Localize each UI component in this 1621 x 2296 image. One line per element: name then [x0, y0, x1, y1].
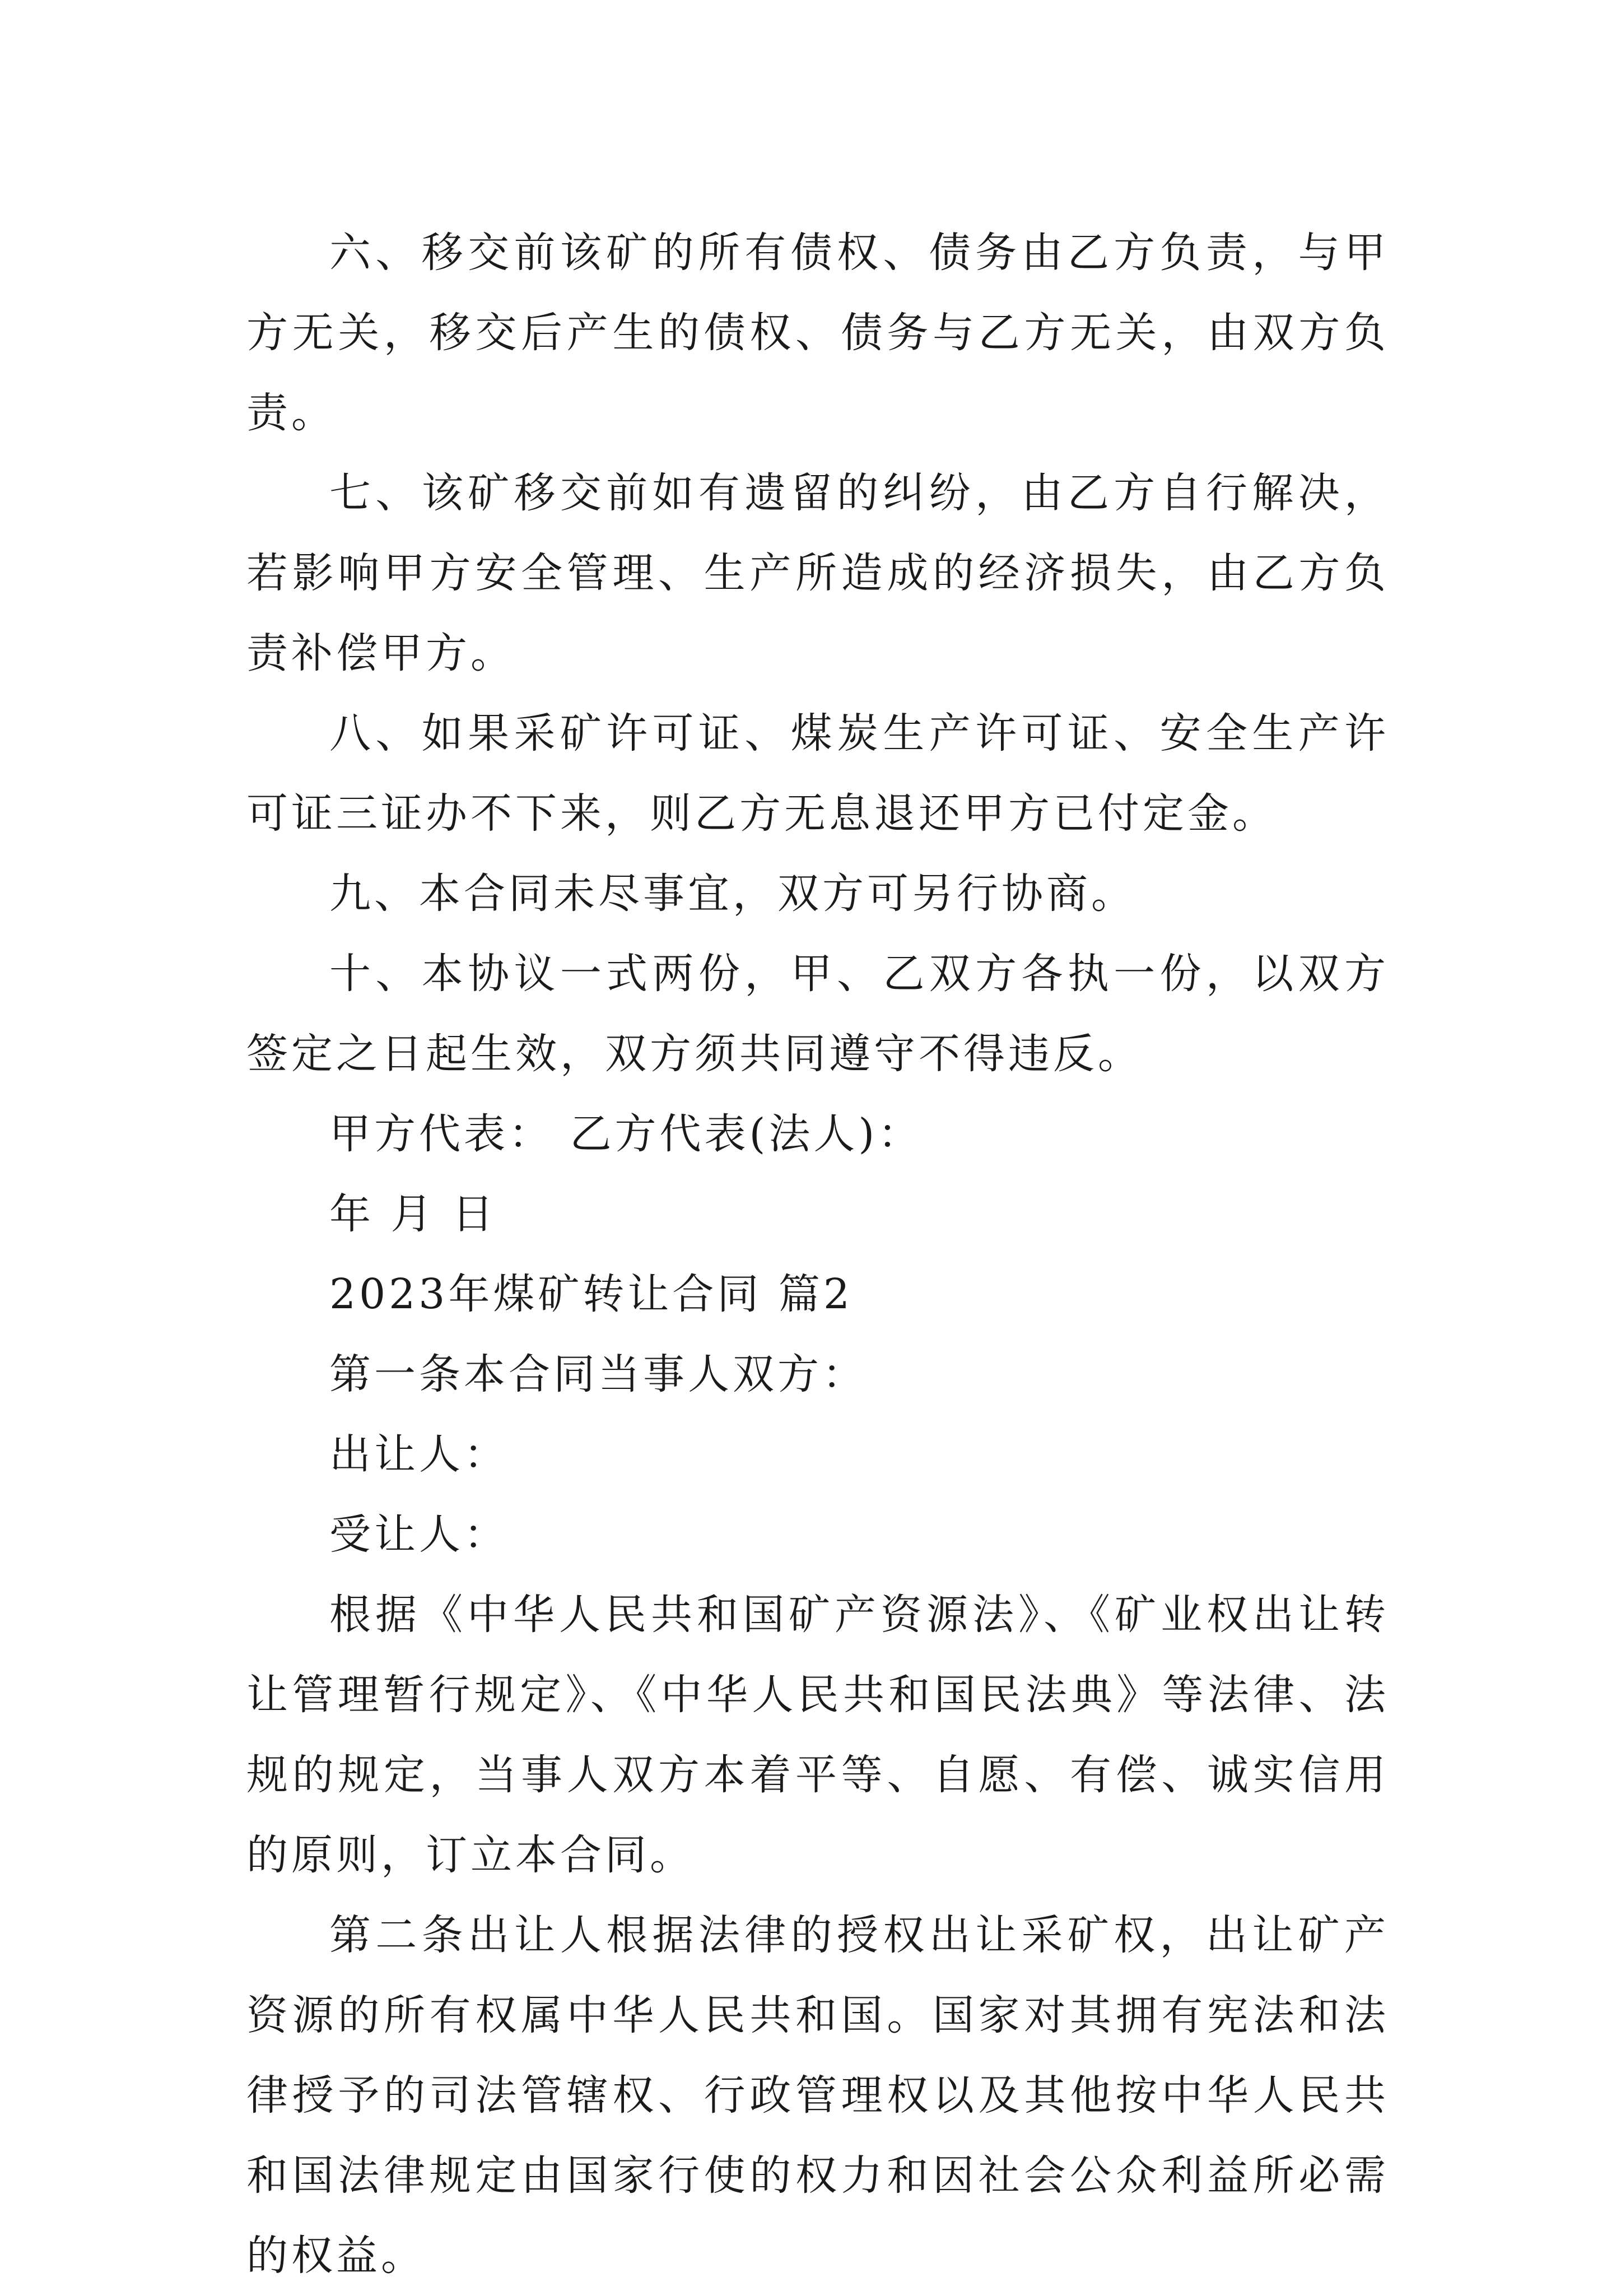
paragraph-clause-10: 十、本协议一式两份，甲、乙双方各执一份，以双方签定之日起生效，双方须共同遵守不得违反。 — [246, 950, 1389, 1078]
section-heading: 2023年煤矿转让合同 篇2 — [329, 1270, 853, 1318]
paragraph-legal-basis: 根据《中华人民共和国矿产资源法》、《矿业权出让转让管理暂行规定》、《中华人民共和国民法典》等法律、法规的规定，当事人双方本着平等、自愿、有偿、诚实信用的原则，订立本合同。 — [246, 1591, 1389, 1879]
paragraph-article-1: 第一条本合同当事人双方： — [329, 1350, 867, 1398]
transferor-line: 出让人： — [329, 1430, 509, 1479]
document-body — [246, 213, 1389, 2296]
paragraph-article-2: 第二条出让人根据法律的授权出让采矿权，出让矿产资源的所有权属中华人民共和国。国家对其拥有宪法和法律授予的司法管辖权、行政管理权以及其他按中华人民共和国法律规定由国家行使的权力和因社会公众利益所必需的权益。 — [246, 1911, 1389, 2280]
paragraph-clause-7: 七、该矿移交前如有遗留的纠纷，由乙方自行解决，若影响甲方安全管理、生产所造成的经济损失，由乙方负责补偿甲方。 — [246, 469, 1389, 677]
paragraph-clause-8: 八、如果采矿许可证、煤炭生产许可证、安全生产许可证三证办不下来，则乙方无息退还甲方已付定金。 — [246, 709, 1389, 838]
paragraph-clause-9: 九、本合同未尽事宜，双方可另行协商。 — [329, 870, 1136, 918]
date-line: 年 月 日 — [329, 1190, 497, 1238]
signature-line: 甲方代表： 乙方代表(法人)： — [329, 1110, 923, 1158]
transferee-line: 受让人： — [329, 1510, 509, 1559]
paragraph-clause-6: 六、移交前该矿的所有债权、债务由乙方负责，与甲方无关，移交后产生的债权、债务与乙方无关，由双方负责。 — [246, 229, 1389, 437]
